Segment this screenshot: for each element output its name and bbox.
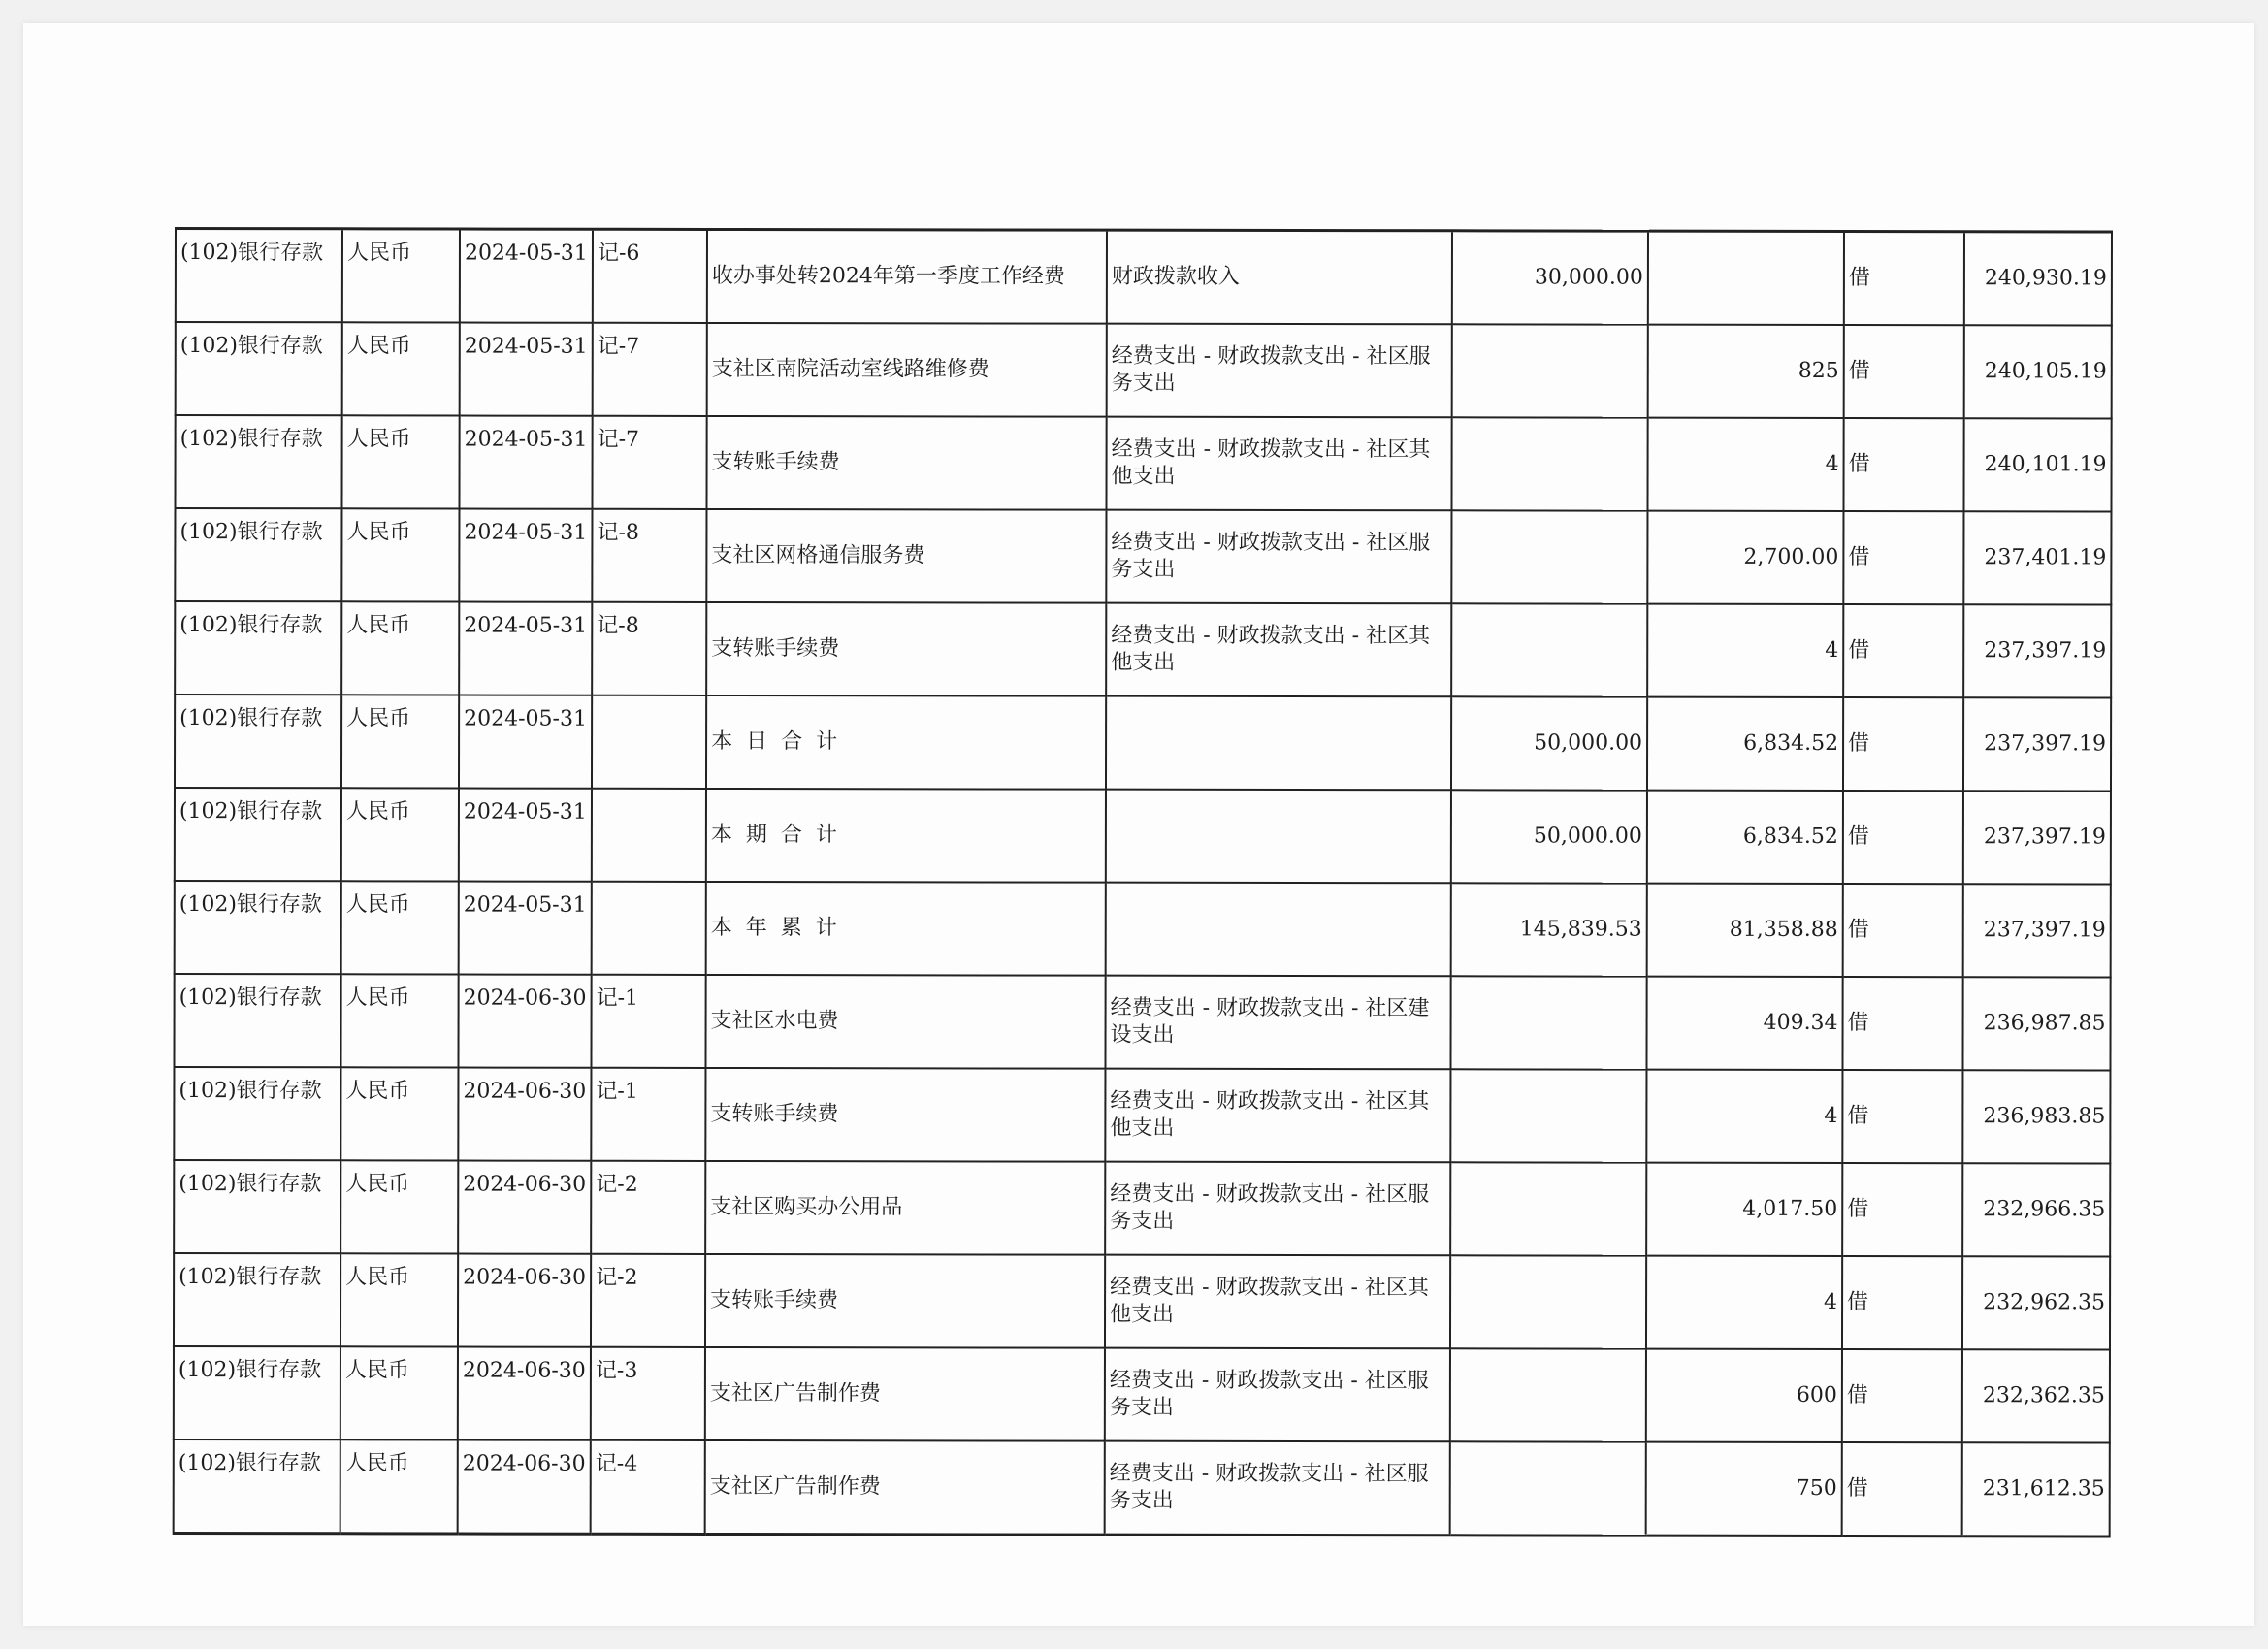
counter-account-cell — [1106, 883, 1451, 977]
counter-account-cell: 经费支出 - 财政拨款支出 - 社区其他支出 — [1106, 603, 1451, 697]
date-cell: 2024-05-31 — [459, 509, 592, 602]
table-row — [176, 322, 2112, 418]
direction-cell: 借 — [1844, 325, 1964, 418]
currency-cell: 人民币 — [342, 229, 460, 323]
summary-cell: 支社区网格通信服务费 — [706, 509, 1106, 603]
date-cell: 2024-05-31 — [460, 323, 593, 416]
debit-cell — [1450, 1441, 1646, 1536]
direction-cell: 借 — [1843, 604, 1963, 697]
account-cell: (102)银行存款 — [175, 415, 341, 508]
account-cell: (102)银行存款 — [174, 974, 340, 1067]
summary-cell: 支转账手续费 — [706, 602, 1106, 696]
ledger-body — [174, 229, 2112, 1536]
debit-cell: 50,000.00 — [1451, 790, 1647, 883]
counter-account-cell: 经费支出 - 财政拨款支出 - 社区服务支出 — [1105, 1162, 1450, 1256]
summary-cell: 支社区购买办公用品 — [705, 1161, 1105, 1255]
counter-account-cell: 经费支出 - 财政拨款支出 - 社区服务支出 — [1105, 1348, 1450, 1442]
voucher-cell — [592, 695, 706, 789]
table-row — [175, 881, 2111, 977]
credit-cell: 4 — [1647, 604, 1843, 697]
debit-cell — [1451, 417, 1647, 510]
summary-cell: 支转账手续费 — [705, 1254, 1105, 1348]
account-cell: (102)银行存款 — [175, 508, 341, 601]
balance-cell: 236,983.85 — [1962, 1070, 2110, 1163]
counter-account-cell: 经费支出 - 财政拨款支出 - 社区服务支出 — [1106, 510, 1451, 604]
direction-cell: 借 — [1843, 418, 1963, 511]
credit-cell: 4 — [1646, 1256, 1842, 1349]
currency-cell: 人民币 — [341, 788, 459, 881]
debit-cell — [1450, 976, 1646, 1069]
direction-cell: 借 — [1843, 884, 1963, 977]
direction-cell: 借 — [1843, 791, 1963, 884]
credit-cell: 6,834.52 — [1647, 697, 1843, 791]
summary-cell: 收办事处转2024年第一季度工作经费 — [707, 229, 1107, 323]
debit-cell: 50,000.00 — [1451, 696, 1647, 790]
summary-cell: 支转账手续费 — [706, 416, 1106, 510]
account-cell: (102)银行存款 — [174, 1160, 340, 1253]
date-cell: 2024-05-31 — [460, 229, 593, 323]
currency-cell: 人民币 — [340, 1253, 458, 1346]
direction-cell: 借 — [1844, 232, 1964, 326]
account-cell: (102)银行存款 — [174, 1439, 340, 1534]
currency-cell: 人民币 — [341, 881, 459, 974]
credit-cell — [1648, 231, 1844, 325]
debit-cell — [1450, 1348, 1646, 1441]
counter-account-cell: 经费支出 - 财政拨款支出 - 社区其他支出 — [1105, 1255, 1450, 1349]
balance-cell: 240,930.19 — [1964, 232, 2112, 326]
credit-cell: 81,358.88 — [1647, 884, 1843, 977]
currency-cell: 人民币 — [341, 601, 459, 695]
counter-account-cell: 经费支出 - 财政拨款支出 - 社区服务支出 — [1107, 324, 1452, 418]
currency-cell: 人民币 — [342, 322, 460, 415]
credit-cell: 409.34 — [1646, 977, 1842, 1070]
direction-cell: 借 — [1842, 1070, 1962, 1163]
credit-cell: 4 — [1646, 1070, 1842, 1163]
account-cell: (102)银行存款 — [175, 695, 341, 788]
balance-cell: 237,397.19 — [1963, 697, 2111, 791]
balance-cell: 240,105.19 — [1964, 325, 2112, 418]
summary-cell: 支转账手续费 — [705, 1068, 1105, 1162]
summary-cell: 支社区南院活动室线路维修费 — [707, 323, 1107, 417]
account-cell: (102)银行存款 — [176, 229, 342, 323]
credit-cell: 4,017.50 — [1646, 1163, 1842, 1256]
debit-cell — [1451, 603, 1647, 696]
currency-cell: 人民币 — [340, 1346, 458, 1439]
direction-cell: 借 — [1842, 1163, 1962, 1256]
date-cell: 2024-05-31 — [459, 602, 592, 695]
date-cell: 2024-06-30 — [458, 1068, 591, 1161]
summary-cell: 支社区广告制作费 — [705, 1440, 1105, 1535]
voucher-cell: 记-1 — [591, 975, 705, 1068]
credit-cell: 2,700.00 — [1647, 511, 1843, 604]
summary-cell: 本期合计 — [706, 789, 1106, 883]
direction-cell: 借 — [1842, 1442, 1962, 1536]
credit-cell: 4 — [1647, 418, 1843, 511]
counter-account-cell — [1106, 696, 1451, 791]
voucher-cell: 记-2 — [591, 1161, 705, 1254]
table-row — [175, 508, 2111, 604]
account-cell: (102)银行存款 — [175, 881, 341, 974]
debit-cell: 145,839.53 — [1451, 883, 1647, 976]
table-row — [174, 1253, 2110, 1349]
table-row — [174, 1160, 2110, 1256]
date-cell: 2024-06-30 — [458, 1254, 591, 1347]
counter-account-cell: 经费支出 - 财政拨款支出 - 社区其他支出 — [1106, 417, 1451, 511]
date-cell: 2024-06-30 — [458, 1347, 591, 1440]
credit-cell: 750 — [1646, 1442, 1842, 1536]
balance-cell: 236,987.85 — [1962, 977, 2110, 1070]
debit-cell — [1451, 510, 1647, 603]
date-cell: 2024-06-30 — [458, 1161, 591, 1254]
table-row — [174, 1439, 2110, 1536]
counter-account-cell: 财政拨款收入 — [1107, 230, 1452, 324]
currency-cell: 人民币 — [340, 1439, 458, 1534]
voucher-cell: 记-8 — [592, 602, 706, 695]
direction-cell: 借 — [1843, 511, 1963, 604]
account-cell: (102)银行存款 — [176, 322, 342, 415]
voucher-cell: 记-4 — [591, 1440, 705, 1535]
date-cell: 2024-06-30 — [458, 975, 591, 1068]
credit-cell: 6,834.52 — [1647, 791, 1843, 884]
date-cell: 2024-06-30 — [458, 1440, 591, 1535]
voucher-cell — [592, 882, 706, 975]
counter-account-cell: 经费支出 - 财政拨款支出 - 社区服务支出 — [1105, 1441, 1450, 1536]
summary-cell: 本日合计 — [706, 695, 1106, 790]
balance-cell: 240,101.19 — [1963, 418, 2111, 511]
account-cell: (102)银行存款 — [174, 1067, 340, 1160]
credit-cell: 825 — [1648, 325, 1844, 418]
debit-cell — [1450, 1069, 1646, 1162]
voucher-cell: 记-7 — [593, 323, 707, 416]
table-row — [174, 1346, 2110, 1442]
direction-cell: 借 — [1843, 697, 1963, 791]
voucher-cell: 记-1 — [591, 1068, 705, 1161]
direction-cell: 借 — [1842, 977, 1962, 1070]
voucher-cell: 记-8 — [592, 509, 706, 602]
table-row — [174, 974, 2110, 1070]
summary-cell: 支社区水电费 — [705, 975, 1105, 1069]
voucher-cell: 记-7 — [592, 416, 706, 509]
counter-account-cell: 经费支出 - 财政拨款支出 - 社区其他支出 — [1105, 1069, 1450, 1163]
table-row — [175, 601, 2111, 697]
summary-cell: 本年累计 — [706, 882, 1106, 976]
counter-account-cell — [1106, 790, 1451, 884]
debit-cell — [1450, 1162, 1646, 1255]
currency-cell: 人民币 — [340, 974, 458, 1067]
balance-cell: 232,966.35 — [1962, 1163, 2110, 1256]
scanned-page — [23, 23, 2254, 1626]
date-cell: 2024-05-31 — [459, 789, 592, 882]
table-row — [174, 1067, 2110, 1163]
voucher-cell — [592, 789, 706, 882]
currency-cell: 人民币 — [341, 415, 459, 508]
currency-cell: 人民币 — [341, 508, 459, 601]
table-row — [175, 415, 2111, 511]
counter-account-cell: 经费支出 - 财政拨款支出 - 社区建设支出 — [1105, 976, 1450, 1070]
account-cell: (102)银行存款 — [175, 601, 341, 695]
currency-cell: 人民币 — [340, 1067, 458, 1160]
balance-cell: 232,362.35 — [1962, 1349, 2110, 1442]
table-row — [175, 788, 2111, 884]
table-row — [176, 229, 2112, 326]
balance-cell: 237,397.19 — [1963, 884, 2111, 977]
date-cell: 2024-05-31 — [459, 416, 592, 509]
debit-cell: 30,000.00 — [1452, 231, 1648, 325]
balance-cell: 237,401.19 — [1963, 511, 2111, 604]
account-cell: (102)银行存款 — [174, 1253, 340, 1346]
date-cell: 2024-05-31 — [459, 695, 592, 789]
date-cell: 2024-05-31 — [459, 882, 592, 975]
currency-cell: 人民币 — [340, 1160, 458, 1253]
summary-cell: 支社区广告制作费 — [705, 1347, 1105, 1441]
balance-cell: 232,962.35 — [1962, 1256, 2110, 1349]
account-cell: (102)银行存款 — [174, 1346, 340, 1439]
voucher-cell: 记-3 — [591, 1347, 705, 1440]
balance-cell: 237,397.19 — [1963, 604, 2111, 697]
account-cell: (102)银行存款 — [175, 788, 341, 881]
ledger-table — [173, 227, 2113, 1537]
credit-cell: 600 — [1646, 1349, 1842, 1442]
balance-cell: 231,612.35 — [1962, 1442, 2110, 1536]
debit-cell — [1452, 324, 1648, 417]
voucher-cell: 记-2 — [591, 1254, 705, 1347]
direction-cell: 借 — [1842, 1349, 1962, 1442]
currency-cell: 人民币 — [341, 695, 459, 788]
table-row — [175, 695, 2111, 791]
debit-cell — [1450, 1255, 1646, 1348]
voucher-cell: 记-6 — [593, 229, 707, 323]
balance-cell: 237,397.19 — [1963, 791, 2111, 884]
direction-cell: 借 — [1842, 1256, 1962, 1349]
